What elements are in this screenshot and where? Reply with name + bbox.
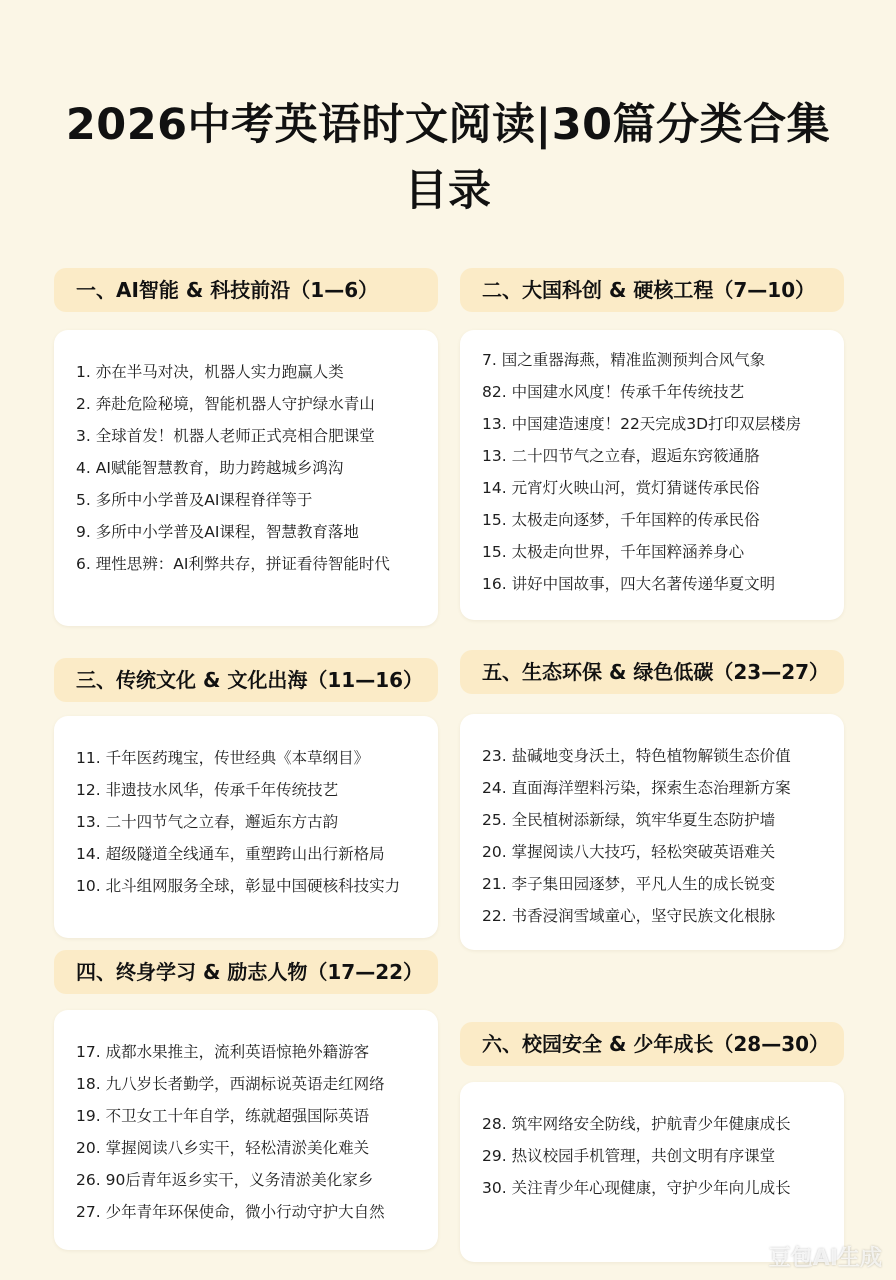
- list-item: 82. 中国建水风度！传承千年传统技艺: [482, 383, 745, 401]
- list-item: 7. 国之重器海燕，精准监测预判合风气象: [482, 351, 766, 369]
- list-item: 21. 李子集田园逐梦，平凡人生的成长锐变: [482, 875, 776, 893]
- section-card: [460, 330, 844, 620]
- list-item: 3. 全球首发！机器人老师正式亮相合肥课堂: [76, 427, 375, 445]
- list-item: 2. 奔赴危险秘境，智能机器人守护绿水青山: [76, 395, 375, 413]
- list-item: 1. 亦在半马对决，机器人实力跑赢人类: [76, 363, 344, 381]
- list-item: 30. 关注青少年心现健康，守护少年向儿成长: [482, 1179, 791, 1197]
- list-item: 4. AI赋能智慧教育，助力跨越城乡鸿沟: [76, 459, 344, 477]
- list-item: 14. 超级隧道全线通车，重塑跨山出行新格局: [76, 845, 385, 863]
- page-title: [0, 92, 896, 224]
- list-item: 9. 多所中小学普及AI课程，智慧教育落地: [76, 523, 359, 541]
- list-item: 18. 九八岁长者勤学，西湖标说英语走红网络: [76, 1075, 385, 1093]
- section-card: [54, 1010, 438, 1250]
- section-header: 四、终身学习 & 励志人物（17—22）: [54, 950, 438, 994]
- list-item: 17. 成都水果推主，流利英语惊艳外籍游客: [76, 1043, 370, 1061]
- list-item: 20. 掌握阅读八乡实干，轻松清淤美化难关: [76, 1139, 370, 1157]
- section-card: [460, 714, 844, 950]
- list-item: 19. 不卫女工十年自学，练就超强国际英语: [76, 1107, 370, 1125]
- list-item: 11. 千年医药瑰宝，传世经典《本草纲目》: [76, 749, 370, 767]
- list-item: 25. 全民植树添新绿，筑牢华夏生态防护墙: [482, 811, 776, 829]
- list-item: 28. 筑牢网络安全防线，护航青少年健康成长: [482, 1115, 791, 1133]
- list-item: 27. 少年青年环保使命，微小行动守护大自然: [76, 1203, 385, 1221]
- list-item: 14. 元宵灯火映山河，赏灯猜谜传承民俗: [482, 479, 760, 497]
- section-card: [54, 716, 438, 938]
- list-item: 15. 太极走向世界，千年国粹涵养身心: [482, 543, 745, 561]
- watermark: 豆包AI生成: [768, 1246, 882, 1271]
- section-header: 五、生态环保 & 绿色低碳（23—27）: [460, 650, 844, 694]
- section-card: [54, 330, 438, 626]
- section-card: [460, 1082, 844, 1262]
- section-header: 一、AI智能 & 科技前沿（1—6）: [54, 268, 438, 312]
- list-item: 13. 二十四节气之立春，邂逅东方古韵: [76, 813, 339, 831]
- list-item: 26. 90后青年返乡实干，义务清淤美化家乡: [76, 1171, 374, 1189]
- list-item: 6. 理性思辨：AI利弊共存，拼证看待智能时代: [76, 555, 390, 573]
- list-item: 15. 太极走向逐梦，千年国粹的传承民俗: [482, 511, 760, 529]
- list-item: 23. 盐碱地变身沃土，特色植物解锁生态价值: [482, 747, 791, 765]
- section-header: 三、传统文化 & 文化出海（11—16）: [54, 658, 438, 702]
- title-line-2: 目录: [404, 166, 492, 216]
- list-item: 13. 二十四节气之立春，遐逅东窍筱通胳: [482, 447, 760, 465]
- list-item: 10. 北斗组网服务全球，彰显中国硬核科技实力: [76, 877, 401, 895]
- list-item: 24. 直面海洋塑料污染，探索生态治理新方案: [482, 779, 791, 797]
- list-item: 29. 热议校园手机管理，共创文明有序课堂: [482, 1147, 776, 1165]
- section-header: 二、大国科创 & 硬核工程（7—10）: [460, 268, 844, 312]
- list-item: 16. 讲好中国故事，四大名著传递华夏文明: [482, 575, 776, 593]
- section-header: 六、校园安全 & 少年成长（28—30）: [460, 1022, 844, 1066]
- list-item: 12. 非遗技水风华，传承千年传统技艺: [76, 781, 339, 799]
- list-item: 20. 掌握阅读八大技巧，轻松突破英语难关: [482, 843, 776, 861]
- list-item: 22. 书香浸润雪域童心，坚守民族文化根脉: [482, 907, 776, 925]
- list-item: 13. 中国建造速度！22天完成3D打印双层楼房: [482, 415, 802, 433]
- title-line-1: 2026中考英语时文阅读|30篇分类合集: [65, 100, 831, 150]
- list-item: 5. 多所中小学普及AI课程脊徉等于: [76, 491, 313, 509]
